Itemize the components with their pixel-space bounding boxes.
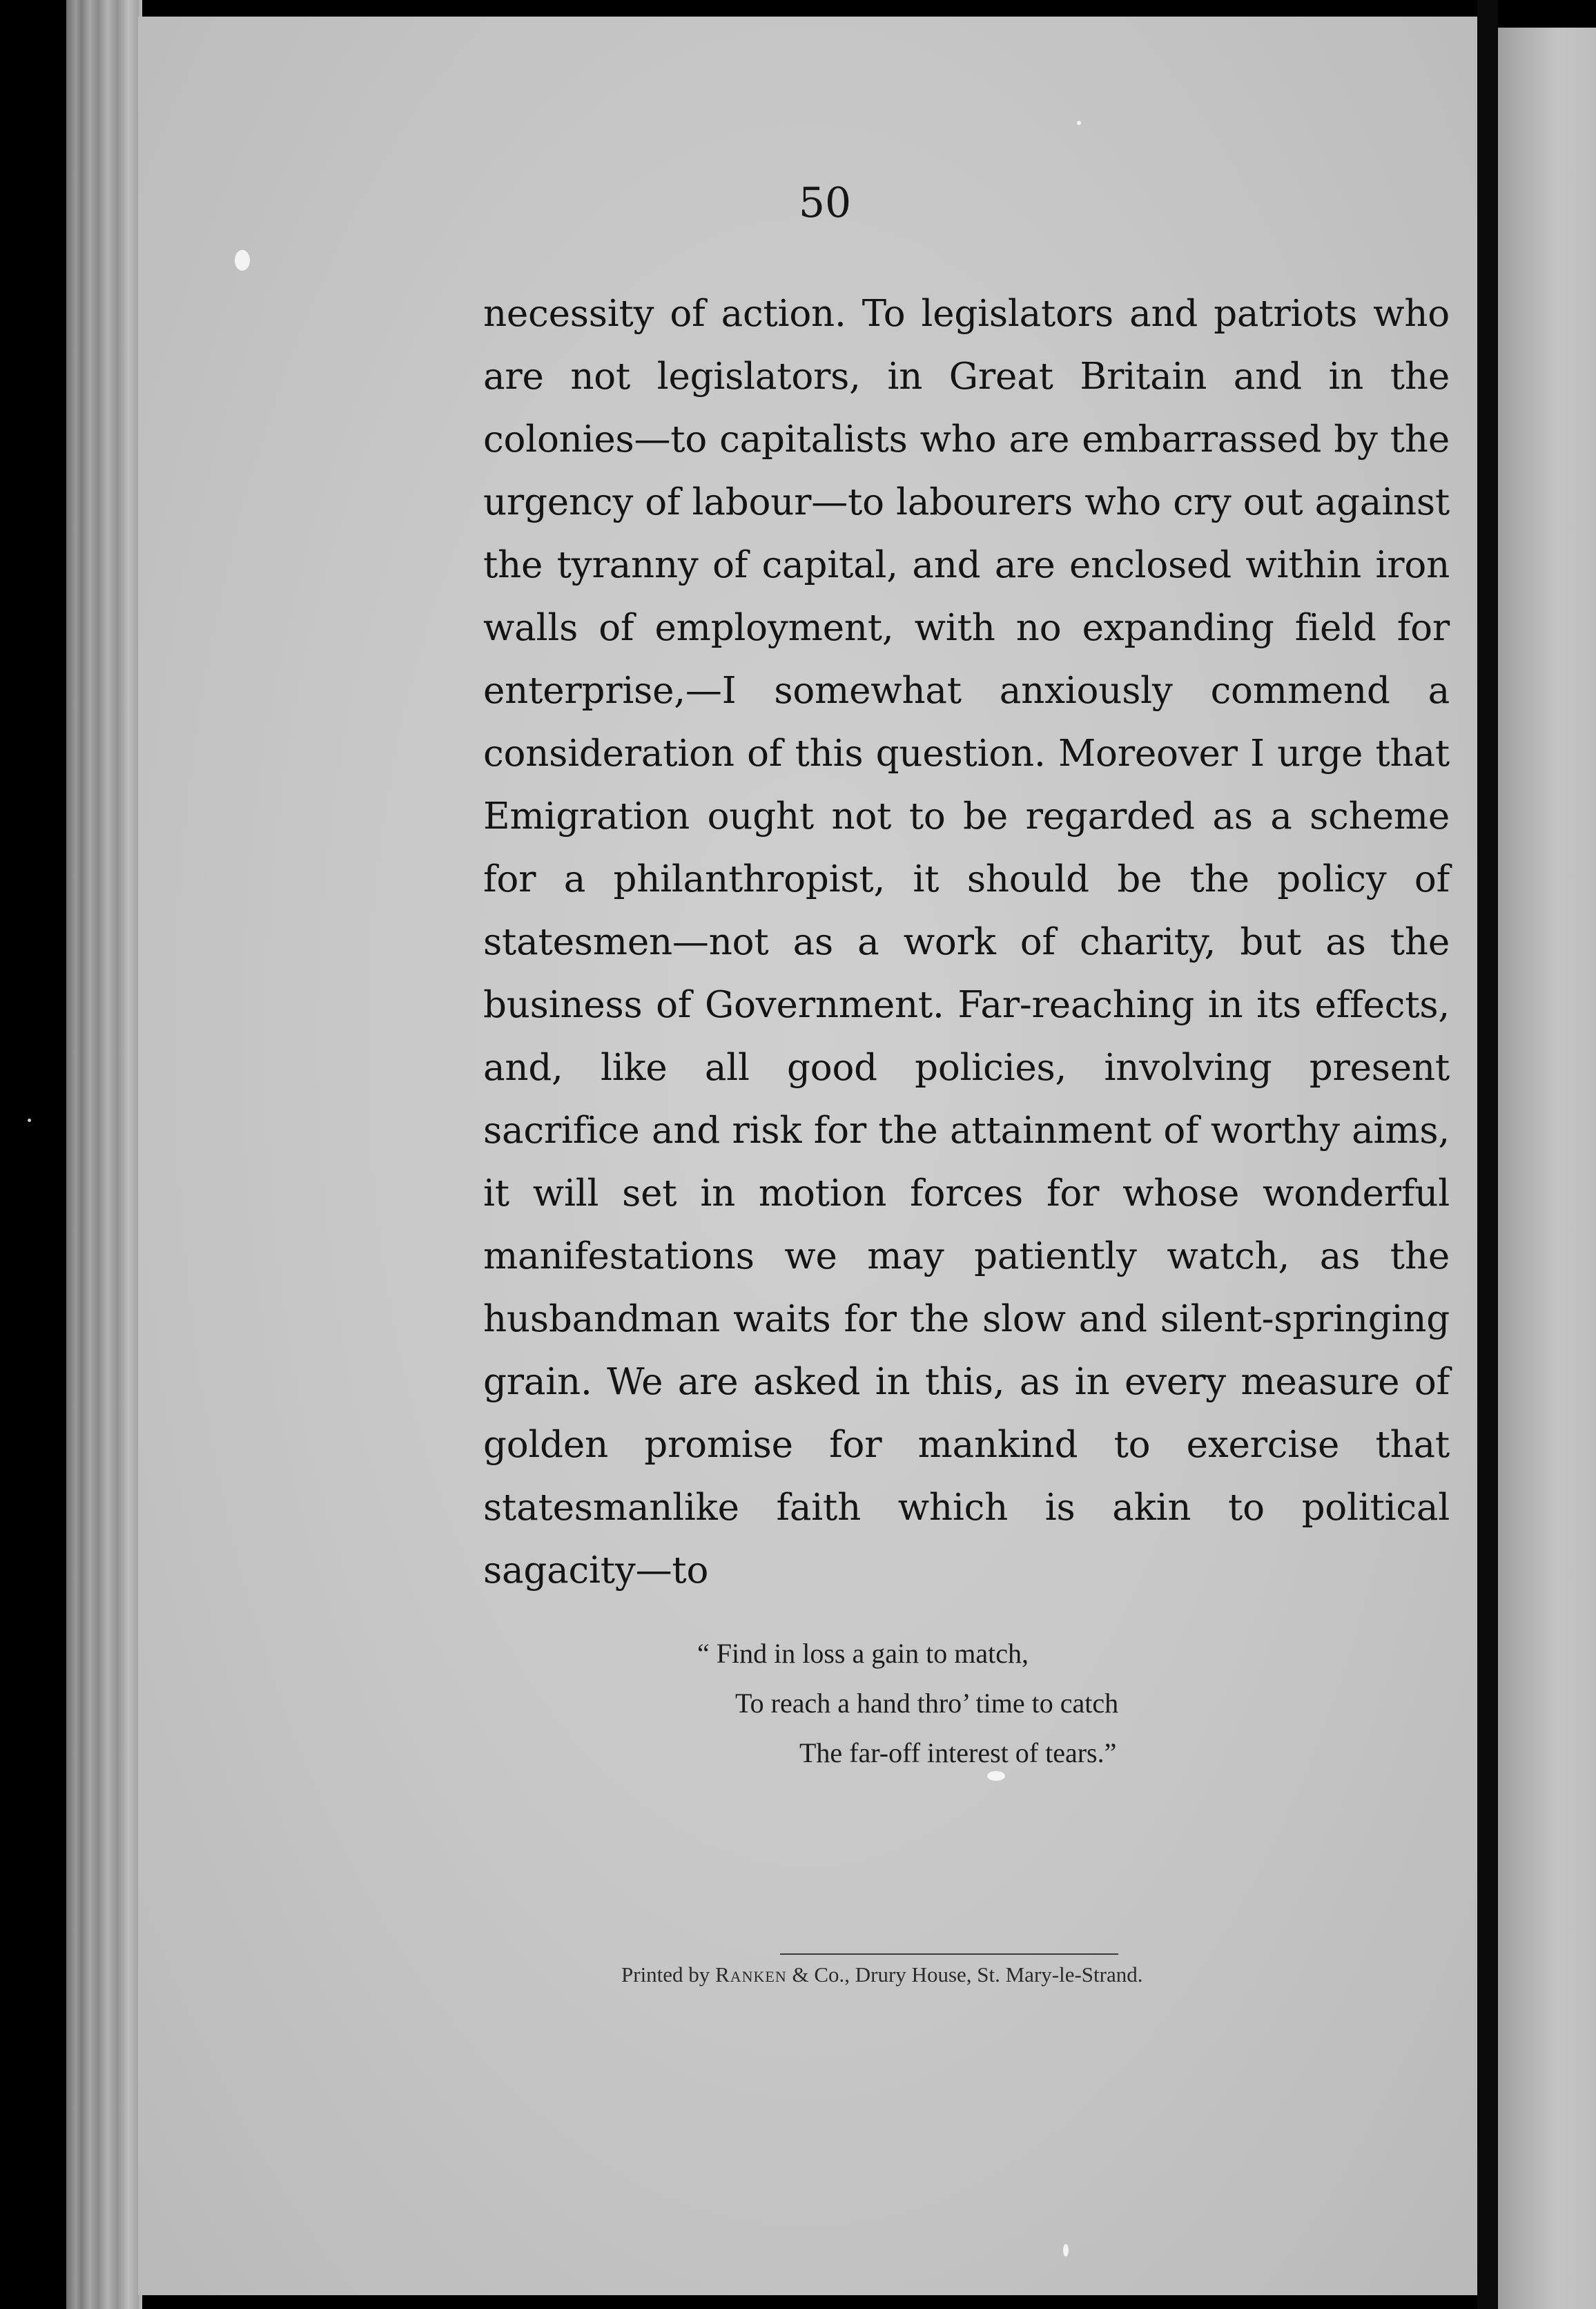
dust-speck (235, 250, 250, 271)
dust-speck (28, 1119, 31, 1122)
imprint-suffix: & Co., Drury House, St. Mary-le-Strand. (786, 1962, 1143, 1987)
dust-speck (987, 1771, 1005, 1781)
page-edge-stack (66, 0, 142, 2309)
dust-speck (1063, 2244, 1069, 2257)
printer-imprint (621, 1962, 1519, 1987)
imprint-printer: Ranken (715, 1962, 787, 1987)
body-paragraph: necessity of action. To legislators and patriots who are not legislators, in Great Britain and in the colonies—to capitalists who are embarrassed by the urgency of labour—to labourers who cry out against the tyranny of capital, and are enclosed within iron walls of employment, with no expanding field for enterprise,—I somewhat anxiously commend a consideration of this question. Moreover I urge that Emigration ought not to be regarded as a scheme for a philanthropist, it should be the policy of statesmen—not as a work of charity, but as the business of Government. Far-reaching in its effects, and, like all good policies, involving present sacrifice and risk for the attainment of worthy aims, it will set in motion forces for whose wonderful manifestations we may patiently watch, as the husbandman waits for the slow and silent-springing grain. We are asked in this, as in every measure of golden promise for mankind to exercise that statesmanlike faith which is akin to political sagacity—to (483, 293, 1450, 1592)
dust-speck (1077, 121, 1081, 125)
book-page (138, 17, 1477, 2295)
adjacent-page-edge (1498, 28, 1596, 2309)
quote-line-3: The far-off interest of tears.” (799, 1737, 1117, 1768)
verse-quotation (697, 1629, 1318, 1778)
imprint-divider (780, 1953, 1118, 1955)
quote-line-2: To reach a hand thro’ time to catch (735, 1688, 1119, 1719)
quote-line-1: “ Find in loss a gain to match, (697, 1638, 1029, 1669)
page-number: 50 (798, 179, 852, 227)
gutter-shadow (1477, 0, 1498, 2309)
imprint-prefix: Printed by (621, 1962, 716, 1987)
